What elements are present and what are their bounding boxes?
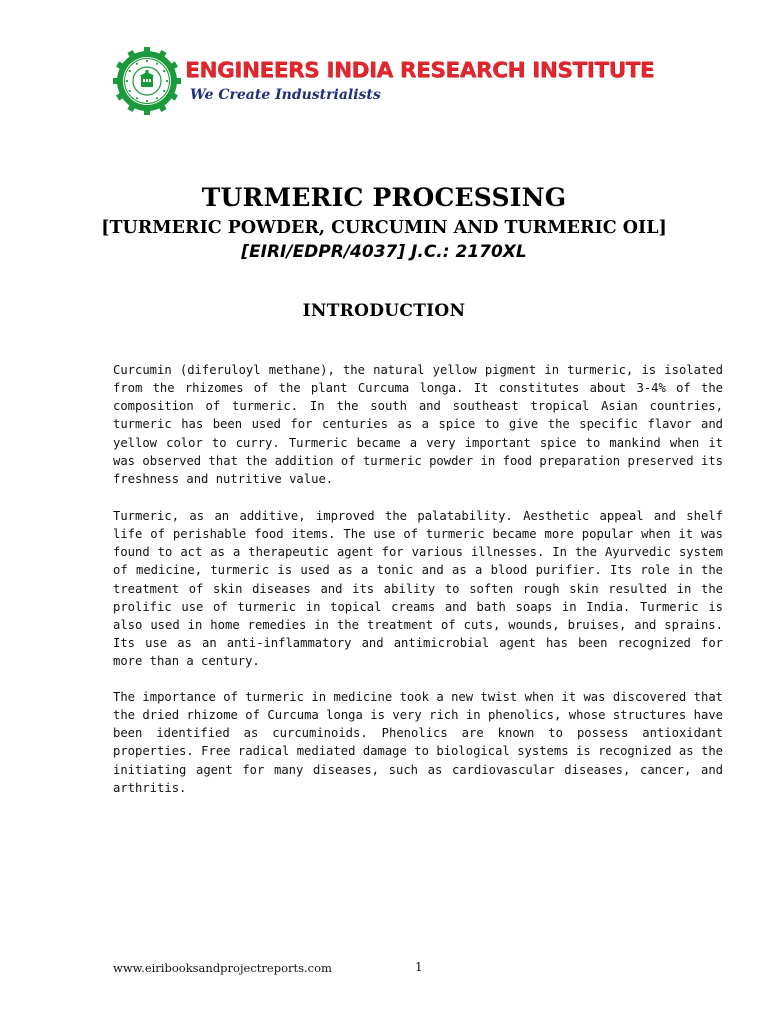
document-subtitle: [TURMERIC POWDER, CURCUMIN AND TURMERIC OIL] xyxy=(101,218,667,238)
paragraph-1: Curcumin (diferuloyl methane), the natural yellow pigment in turmeric, is isolated from the rhizomes of the plant Curcuma longa. It constitutes about 3-4% of the composition of turmeric. In the south and southeast tropical Asian countries, turmeric has been used for centuries as a spice to give the specific flavor and yellow color to curry. Turmeric became a very important spice to mankind when it was observed that the addition of turmeric powder in food preparation preserved its freshness and nutritive value. xyxy=(113,363,723,486)
page-number: 1 xyxy=(415,960,423,974)
organization-tagline: We Create Industrialists xyxy=(190,87,381,103)
footer-website-link[interactable]: www.eiribooksandprojectreports.com xyxy=(113,961,332,975)
paragraph-2: Turmeric, as an additive, improved the palatability. Aesthetic appeal and shelf life of perishable food items. The use of turmeric became more popular when it was found to act as a therapeutic agent for various illnesses. In the Ayurvedic system of medicine, turmeric is used as a tonic and as a blood purifier. Its role in the treatment of skin diseases and its ability to soften rough skin resulted in the prolific use of turmeric in topical creams and bath soaps in India. Turmeric is also used in home remedies in the treatment of cuts, wounds, bruises, and sprains. Its use as an anti-inflammatory and antimicrobial agent has been recognized for more than a century. xyxy=(113,509,723,669)
eiri-seal-logo xyxy=(112,46,182,116)
organization-name: ENGINEERS INDIA RESEARCH INSTITUTE xyxy=(185,58,655,83)
paragraph-3: The importance of turmeric in medicine took a new twist when it was discovered that the dried rhizome of Curcuma longa is very rich in phenolics, whose structures have been identified as curcuminoids. Phenolics are known to possess antioxidant properties. Free radical mediated damage to biological systems is recognized as the initiating agent for many diseases, such as cardiovascular diseases, cancer, and arthritis. xyxy=(113,690,723,795)
document-title: TURMERIC PROCESSING xyxy=(201,183,567,212)
document-code: [EIRI/EDPR/4037] J.C.: 2170XL xyxy=(241,242,527,262)
letterhead xyxy=(112,46,655,120)
section-heading-introduction: INTRODUCTION xyxy=(302,301,466,321)
